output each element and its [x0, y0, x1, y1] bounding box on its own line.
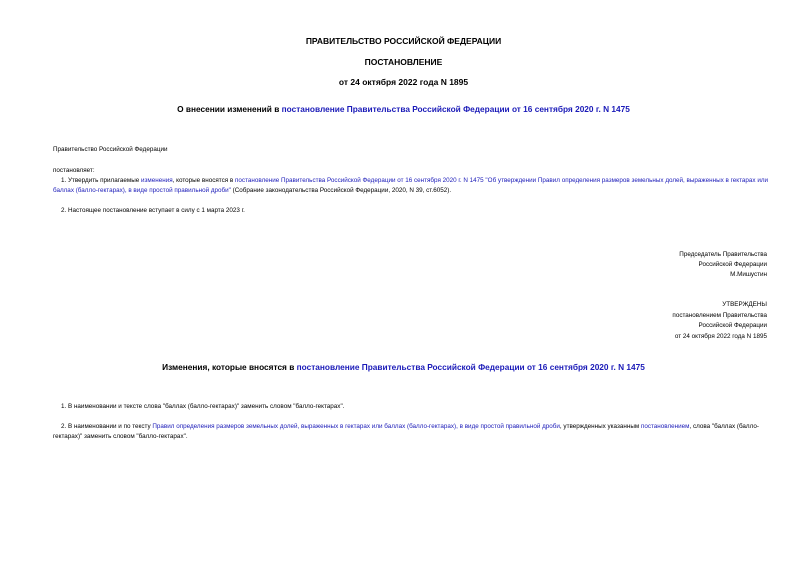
- decree-1475-link[interactable]: постановление Правительства Российской Федерации от 16 сентября 2020 г. N 1475 "Об утверждении Правил определения размеров земельных долей, выраженных в гектарах или баллах (балло-гектарах), в виде простой правильной дроби": [53, 177, 769, 194]
- approved-by: постановлением Правительства: [672, 311, 767, 319]
- rules-link[interactable]: Правил определения размеров земельных долей, выраженных в гектарах или баллах (балло-гектарах), в виде простой правильной дроби: [152, 423, 560, 430]
- change-item-1: 1. В наименовании и тексте слова "баллах (балло-гектарах)" заменить словом "балло-гектарах".: [61, 403, 345, 410]
- change-item-2-text-c: , слова "баллах (балло-гектарах)" заменить словом "балло-гектарах".: [53, 423, 759, 440]
- change-item-2-text-b: , утвержденных указанным: [559, 423, 641, 430]
- decree-item-2: 2. Настоящее постановление вступает в силу с 1 марта 2023 г.: [61, 207, 245, 214]
- document-title-link[interactable]: постановление Правительства Российской Федерации от 16 сентября 2020 г. N 1475: [281, 104, 630, 114]
- decides-text: постановляет:: [53, 167, 95, 174]
- decree-item-1-text-c: (Собрание законодательства Российской Федерации, 2020, N 39, ст.6052).: [230, 187, 452, 194]
- signature-block: [679, 250, 767, 280]
- changes-title-link[interactable]: постановление Правительства Российской Федерации от 16 сентября 2020 г. N 1475: [296, 362, 645, 372]
- document-title: [0, 104, 807, 114]
- signature-country: Российской Федерации: [698, 261, 767, 268]
- document-title-prefix: О внесении изменений в: [177, 104, 282, 114]
- decree-item-1-text-b: , которые вносятся в: [172, 177, 236, 184]
- signature-name: М.Мишустин: [730, 271, 767, 278]
- approved-title: УТВЕРЖДЕНЫ: [722, 301, 767, 308]
- approved-block: [672, 300, 767, 342]
- document-date-number: от 24 октября 2022 года N 1895: [338, 77, 469, 87]
- signature-position: Председатель Правительства: [679, 251, 767, 258]
- decree-item-1: [53, 176, 770, 196]
- change-item-2-text-a: 2. В наименовании и по тексту: [61, 423, 153, 430]
- approved-date: от 24 октября 2022 года N 1895: [674, 332, 767, 340]
- government-heading: ПРАВИТЕЛЬСТВО РОССИЙСКОЙ ФЕДЕРАЦИИ: [305, 36, 502, 46]
- document-type-heading: ПОСТАНОВЛЕНИЕ: [364, 57, 443, 67]
- changes-title-prefix: Изменения, которые вносятся в: [162, 362, 297, 372]
- approved-country: Российской Федерации: [698, 322, 767, 329]
- decree-item-1-text-a: 1. Утвердить прилагаемые: [61, 177, 141, 184]
- changes-link[interactable]: изменения: [141, 177, 173, 184]
- changes-title: [0, 362, 807, 372]
- change-item-2: [53, 422, 770, 442]
- issuer-text: Правительство Российской Федерации: [53, 146, 168, 153]
- resolution-link[interactable]: постановлением: [640, 423, 690, 430]
